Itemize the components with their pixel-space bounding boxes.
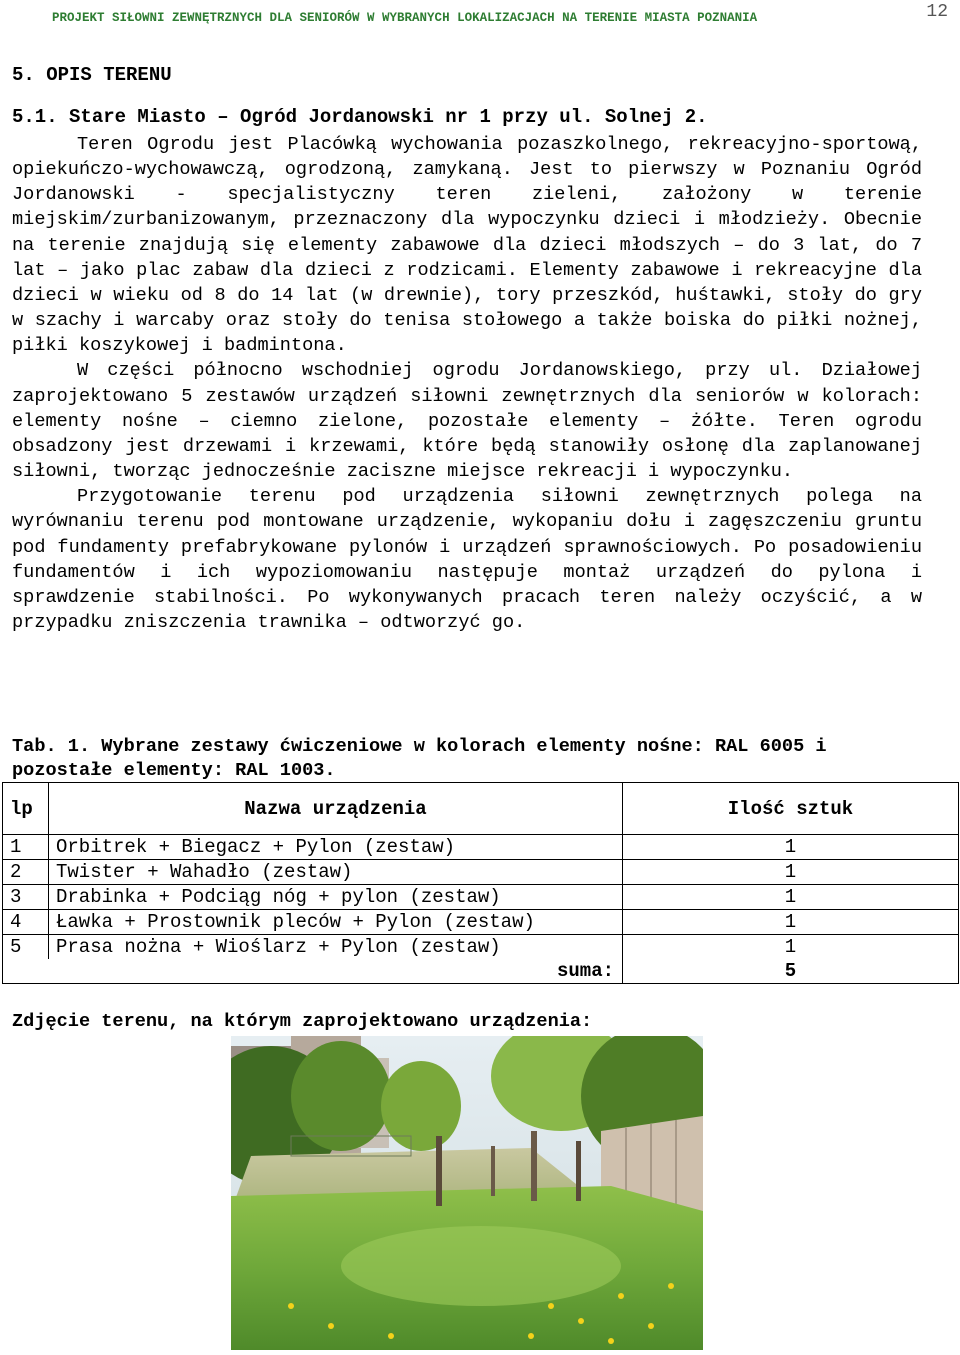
cell-name: Ławka + Prostownik pleców + Pylon (zestaw) bbox=[49, 910, 623, 935]
running-header: PROJEKT SIŁOWNI ZEWNĘTRZNYCH DLA SENIORÓW W WYBRANYCH LOKALIZACJACH NA TERENIE MIASTA POZNANIA bbox=[52, 11, 758, 25]
cell-quantity: 1 bbox=[623, 910, 959, 935]
table-row bbox=[3, 910, 959, 935]
sum-label: suma: bbox=[49, 959, 623, 984]
table-sum-row bbox=[3, 959, 959, 984]
sum-empty-cell bbox=[3, 959, 49, 984]
header-lp: lp bbox=[3, 783, 49, 835]
paragraph: Przygotowanie terenu pod urządzenia siłowni zewnętrznych polega na wyrównaniu terenu pod montowane urządzenie, wykopaniu dołu i zagęszczeniu gruntu pod fundamenty prefabrykowane pylonów i urządzeń sprawnościowych. Po posadowieniu fundamentów i ich wypoziomowaniu następuje montaż urządzeń do pylona i sprawdzenie stabilności. Po wykonywanych pracach teren należy oczyścić, a w przypadku zniszczenia trawnika – odtworzyć go. bbox=[12, 486, 922, 633]
subsection-title: 5.1. Stare Miasto – Ogród Jordanowski nr 1 przy ul. Solnej 2. bbox=[12, 106, 708, 128]
section-title: 5. OPIS TERENU bbox=[12, 64, 172, 86]
cell-name: Prasa nożna + Wioślarz + Pylon (zestaw) bbox=[49, 935, 623, 960]
header-name: Nazwa urządzenia bbox=[49, 783, 623, 835]
cell-lp: 1 bbox=[3, 835, 49, 860]
header-quantity: Ilość sztuk bbox=[623, 783, 959, 835]
cell-lp: 2 bbox=[3, 860, 49, 885]
table-caption: Tab. 1. Wybrane zestawy ćwiczeniowe w kolorach elementy nośne: RAL 6005 i pozostałe elementy: RAL 1003. bbox=[12, 736, 827, 781]
devices-table bbox=[2, 782, 959, 984]
cell-quantity: 1 bbox=[623, 885, 959, 910]
cell-quantity: 1 bbox=[623, 860, 959, 885]
cell-lp: 3 bbox=[3, 885, 49, 910]
cell-name: Drabinka + Podciąg nóg + pylon (zestaw) bbox=[49, 885, 623, 910]
table-row bbox=[3, 935, 959, 960]
site-photo bbox=[231, 1036, 703, 1350]
page-number: 12 bbox=[926, 2, 948, 22]
park-photo-illustration bbox=[231, 1036, 703, 1350]
cell-name: Twister + Wahadło (zestaw) bbox=[49, 860, 623, 885]
cell-lp: 5 bbox=[3, 935, 49, 960]
body-text bbox=[12, 132, 922, 635]
photo-caption: Zdjęcie terenu, na którym zaprojektowano urządzenia: bbox=[12, 1011, 593, 1032]
paragraph: W części północno wschodniej ogrodu Jordanowskiego, przy ul. Działowej zaprojektowano 5 zestawów urządzeń siłowni zewnętrznych dla seniorów w kolorach: elementy nośne – ciemno zielone, pozostałe elementy – żółte. Teren ogrodu obsadzony jest drzewami i krzewami, które będą stanowiły osłonę dla zaplanowanej siłowni, tworząc jednocześnie zaciszne miejsce rekreacji i wypoczynku. bbox=[12, 360, 922, 483]
cell-name: Orbitrek + Biegacz + Pylon (zestaw) bbox=[49, 835, 623, 860]
cell-lp: 4 bbox=[3, 910, 49, 935]
cell-quantity: 1 bbox=[623, 935, 959, 960]
table-header-row bbox=[3, 783, 959, 835]
table-row bbox=[3, 860, 959, 885]
table-row bbox=[3, 835, 959, 860]
paragraph: Teren Ogrodu jest Placówką wychowania pozaszkolnego, rekreacyjno-sportową, opiekuńczo-wychowawczą, ogrodzoną, zamykaną. Jest to pierwszy w Poznaniu Ogród Jordanowski - specjalistyczny teren zieleni, założony w terenie miejskim/zurbanizowanym, przeznaczony dla wypoczynku dzieci i młodzieży. Obecnie na terenie znajdują się elementy zabawowe dla dzieci młodszych – do 3 lat, do 7 lat – jako plac zabaw dla dzieci z rodzicami. Elementy zabawowe i rekreacyjne dla dzieci w wieku od 8 do 14 lat (w drewnie), tory przeszkód, huśtawki, stoły do gry w szachy i warcaby oraz stoły do tenisa stołowego a także boiska do piłki nożnej, piłki koszykowej i badmintona. bbox=[12, 134, 922, 357]
sum-value: 5 bbox=[623, 959, 959, 984]
table-row bbox=[3, 885, 959, 910]
cell-quantity: 1 bbox=[623, 835, 959, 860]
